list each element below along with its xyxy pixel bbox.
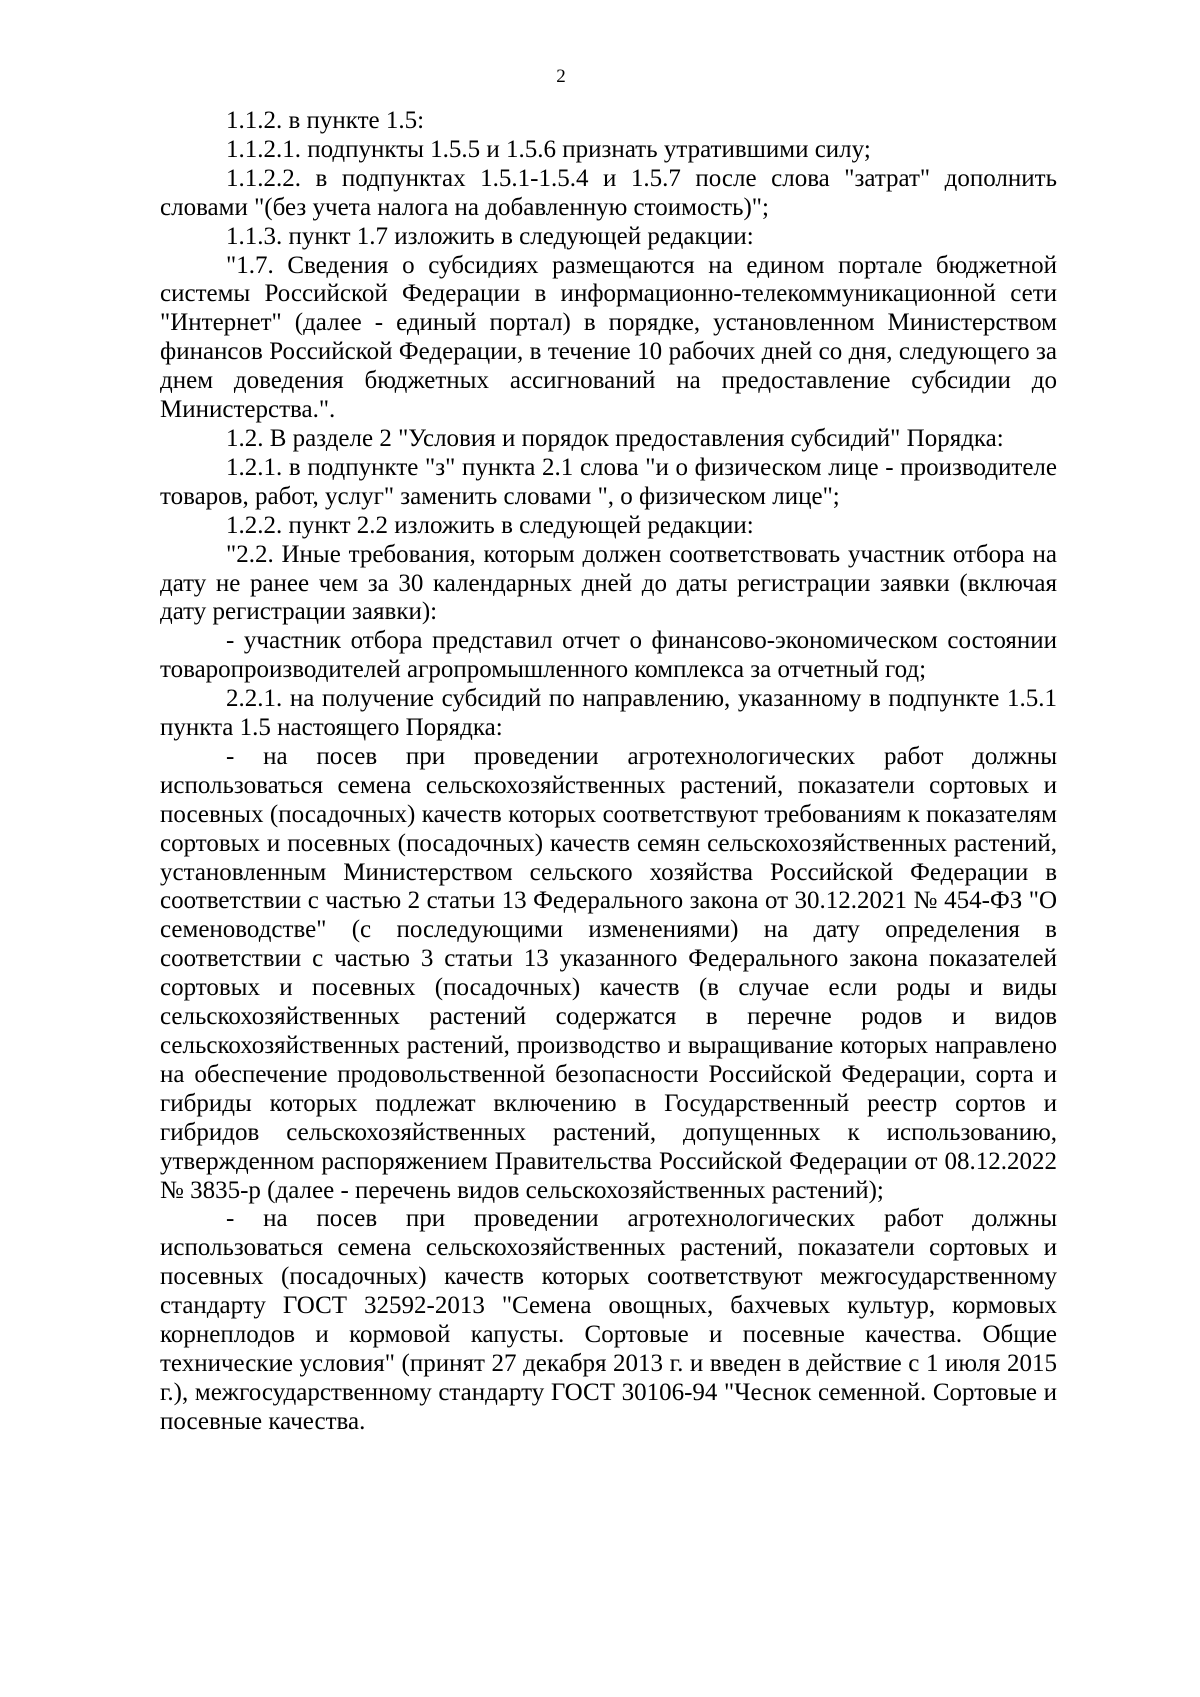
page-number: 2 (556, 66, 566, 87)
paragraph-report-requirement: - участник отбора представил отчет о финансово-экономическом состоянии товаропроизводителей агропромышленного комплекса за отчетный год; (160, 627, 1057, 684)
paragraph-seeds-requirement-2: - на посев при проведении агротехнологических работ должны использоваться семена сельскохозяйственных растений, показатели сортовых и посевных (посадочных) качеств которых соответствуют межгосударственному стандарту ГОСТ 32592-2013 "Семена овощных, бахчевых культур, кормовых корнеплодов и кормовой капусты. Сортовые и посевные качества. Общие технические условия" (принят 27 декабря 2013 г. и введен в действие с 1 июля 2015 г.), межгосударственному стандарту ГОСТ 30106-94 "Чеснок семенной. Сортовые и посевные качества. (160, 1205, 1057, 1435)
paragraph-1-1-3: 1.1.3. пункт 1.7 изложить в следующей редакции: (226, 222, 754, 250)
paragraph-1-2-1: 1.2.1. в подпункте "з" пункта 2.1 слова "и о физическом лице - производителе товаров, работ, услуг" заменить словами ", о физическом лице"; (160, 453, 1057, 510)
paragraph-1-1-2-1: 1.1.2.1. подпункты 1.5.5 и 1.5.6 признать утратившими силу; (226, 135, 871, 163)
paragraph-seeds-requirement-1: - на посев при проведении агротехнологических работ должны использоваться семена сельскохозяйственных растений, показатели сортовых и посевных (посадочных) качеств которых соответствуют требованиям к показателям сортовых и посевных (посадочных) качеств семян сельскохозяйственных растений, установленным Министерством сельского хозяйства Российской Федерации в соответствии с частью 2 статьи 13 Федерального закона от 30.12.2021 № 454-ФЗ "О семеноводстве" (с последующими изменениями) на дату определения в соответствии с частью 3 статьи 13 указанного Федерального закона показателей сортовых и посевных (посадочных) качеств (в случае если роды и виды сельскохозяйственных растений содержатся в перечне родов и видов сельскохозяйственных растений, производство и выращивание которых направлено на обеспечение продовольственной безопасности Российской Федерации, сорта и гибриды которых подлежат включению в Государственный реестр сортов и гибридов сельскохозяйственных растений, допущенных к использованию, утвержденном распоряжением Правительства Российской Федерации от 08.12.2022 № 3835-р (далее - перечень видов сельскохозяйственных растений); (160, 742, 1057, 1204)
paragraph-1-1-2: 1.1.2. в пункте 1.5: (226, 107, 425, 134)
paragraph-2-2-1: 2.2.1. на получение субсидий по направлению, указанному в подпункте 1.5.1 пункта 1.5 настоящего Порядка: (160, 685, 1057, 742)
paragraph-quote-1-7: "1.7. Сведения о субсидиях размещаются на едином портале бюджетной системы Российской Федерации в информационно-телекоммуникационной сети "Интернет" (далее - единый портал) в порядке, установленном Министерством финансов Российской Федерации, в течение 10 рабочих дней со дня, следующего за днем доведения бюджетных ассигнований на предоставление субсидии до Министерства.". (160, 251, 1057, 424)
paragraph-quote-2-2: "2.2. Иные требования, которым должен соответствовать участник отбора на дату не ранее чем за 30 календарных дней до даты регистрации заявки (включая дату регистрации заявки): (160, 540, 1057, 626)
paragraph-1-1-2-2: 1.1.2.2. в подпунктах 1.5.1-1.5.4 и 1.5.7 после слова "затрат" дополнить словами "(без учета налога на добавленную стоимость)"; (160, 164, 1057, 221)
paragraph-1-2-2: 1.2.2. пункт 2.2 изложить в следующей редакции: (226, 511, 754, 539)
paragraph-1-2: 1.2. В разделе 2 "Условия и порядок предоставления субсидий" Порядка: (226, 424, 1004, 452)
document-body (160, 107, 1057, 1437)
